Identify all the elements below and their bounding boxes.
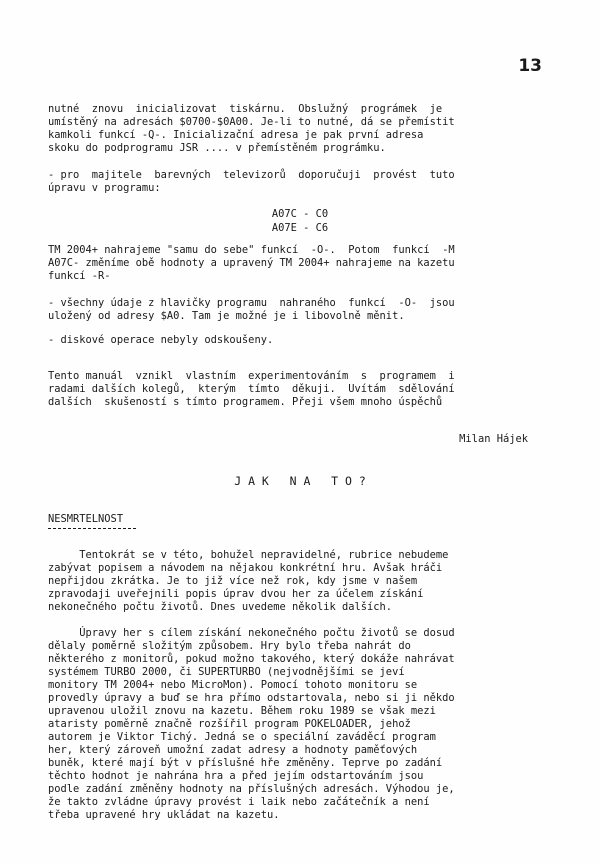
text-line: že takto zvládne úpravy provést i laik nebo začátečník a není xyxy=(48,796,430,808)
subheading: NESMRTELNOST xyxy=(48,513,124,525)
text-line: skoku do podprogramu JSR .... v přemístěném prográmku. xyxy=(48,142,386,154)
code-line: A07E - C6 xyxy=(271,222,329,234)
text-line: Tentokrát se v této, bohužel nepravidelné, rubrice nebudeme xyxy=(48,549,449,561)
text-line: některého z monitorů, pokud možno takového, který dokáže nahrávat xyxy=(48,653,455,665)
text-line: autorem je Viktor Tichý. Jedná se o speciální zaváděcí program xyxy=(48,731,436,743)
text-line: monitory TM 2004+ nebo MicroMon). Pomocí tohoto monitoru se xyxy=(48,679,418,691)
text-line: ataristy poměrně značně rozšířil program POKELOADER, jehož xyxy=(48,718,411,730)
text-line: - všechny údaje z hlavičky programu nahraného funkcí -O- jsou xyxy=(48,297,455,309)
text-line: her, který zároveň umožní zadat adresy a hodnoty paměťových xyxy=(48,744,418,756)
text-line: třeba upravené hry ukládat na kazetu. xyxy=(48,809,280,821)
text-line: funkcí -R- xyxy=(48,270,111,282)
text-line: zabývat popisem a návodem na nějakou konkrétní hru. Avšak hráči xyxy=(48,562,443,574)
text-line: - diskové operace nebyly odskoušeny. xyxy=(48,334,274,346)
subheading-underline xyxy=(48,528,136,529)
text-line: - pro majitele barevných televizorů doporučuji provést tuto xyxy=(48,169,455,181)
text-line: umístěný na adresách $0700-$0A00. Je-li to nutné, dá se přemístit xyxy=(48,116,455,128)
text-line: dělaly poměrně složitým způsobem. Hry bylo třeba nahrát do xyxy=(48,640,411,652)
signature: Milan Hájek xyxy=(459,433,528,445)
text-line: A07C- změníme obě hodnoty a upravený TM 2004+ nahrajeme na kazetu xyxy=(48,257,455,269)
text-line: kamkoli funkcí -Q-. Inicializační adresa je pak první adresa xyxy=(48,129,424,141)
text-line: těchto hodnot je nahrána hra a před jejím odstartováním jsou xyxy=(48,770,424,782)
page-number: 13 xyxy=(518,56,542,76)
text-line: úpravu v programu: xyxy=(48,182,161,194)
section-title: J A K N A T O ? xyxy=(234,474,366,488)
text-line: nutné znovu inicializovat tiskárnu. Obslužný prográmek je xyxy=(48,103,443,115)
text-line: TM 2004+ nahrajeme "samu do sebe" funkcí -O-. Potom funkcí -M xyxy=(48,244,455,256)
text-line: Tento manuál vznikl vlastním experimentováním s programem i xyxy=(48,370,455,382)
text-line: Úpravy her s cílem získání nekonečného počtu životů se dosud xyxy=(48,627,455,639)
text-line: dalších skušeností s tímto programem. Přeji všem mnoho úspěchů xyxy=(48,396,443,408)
text-line: podle zadání změněny hodnoty na příslušných adresách. Výhodou je, xyxy=(48,783,455,795)
text-line: nepřijdou zkrátka. Je to již více než rok, kdy jsme v našem xyxy=(48,575,418,587)
code-line: A07C - C0 xyxy=(271,208,329,220)
text-line: uložený od adresy $A0. Tam je možné je i libovolně měnit. xyxy=(48,310,405,322)
text-line: systémem TURBO 2000, či SUPERTURBO (nejvodnějšími se jeví xyxy=(48,666,405,678)
text-line: provedly úpravy a buď se hra přímo odstartovala, nebo si ji někdo xyxy=(48,692,455,704)
text-line: radami dalších kolegů, kterým tímto děkuji. Uvítám sdělování xyxy=(48,383,455,395)
text-line: upravenou uložil znovu na kazetu. Během roku 1989 se však mezi xyxy=(48,705,436,717)
text-line: buněk, které mají být v příslušné hře změněny. Teprve po zadání xyxy=(48,757,443,769)
text-line: zpravodaji uveřejnili popis úprav dvou her za účelem získání xyxy=(48,588,424,600)
text-line: nekonečného počtu životů. Dnes uvedeme několik dalších. xyxy=(48,601,393,613)
